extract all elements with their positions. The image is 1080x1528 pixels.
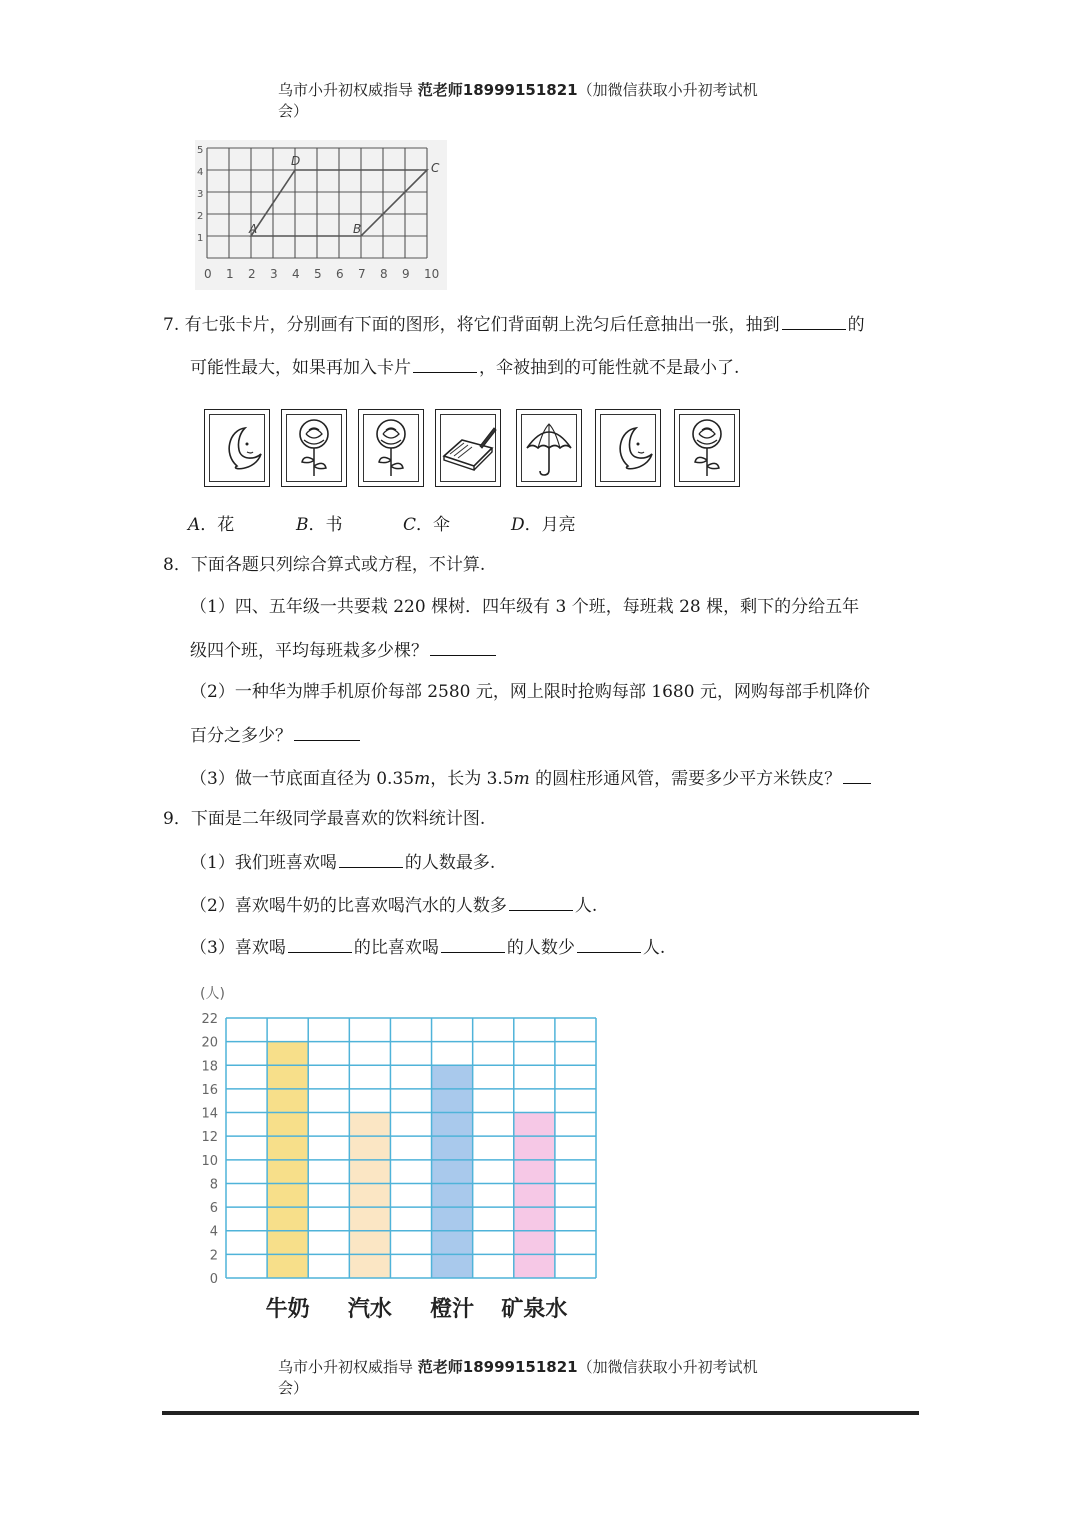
bar-4: [514, 1113, 555, 1278]
q9-blank-1[interactable]: [339, 849, 403, 868]
q7-option-d[interactable]: D．月亮: [511, 515, 576, 535]
page-footer: [278, 1357, 798, 1399]
vertex-label-d: D: [291, 154, 301, 168]
q7-line-1: 7. 有七张卡片，分别画有下面的图形，将它们背面朝上洗匀后任意抽出一张，抽到 的: [163, 311, 865, 337]
q9-blank-3[interactable]: [288, 934, 352, 953]
grid-x-tick: 4: [292, 267, 300, 281]
q7-line-2: 可能性最大，如果再加入卡片 ，伞被抽到的可能性就不是最小了.: [190, 354, 739, 380]
bottom-rule: [162, 1411, 919, 1415]
y-tick-label: 6: [209, 1201, 218, 1217]
y-tick-label: 4: [209, 1224, 218, 1240]
card-7: [674, 409, 740, 487]
rose-icon: [675, 410, 739, 486]
grid-y-tick: 5: [197, 145, 204, 156]
book-icon: [436, 410, 500, 486]
grid-x-tick: 6: [336, 267, 344, 281]
q8-part2-line2: 百分之多少？: [190, 722, 362, 748]
chart-y-axis-label: (人): [200, 986, 225, 1002]
q9-part2: （2）喜欢喝牛奶的比喜欢喝汽水的人数多 人.: [190, 892, 597, 918]
card-2: [281, 409, 347, 487]
moon-icon: [205, 410, 269, 486]
grid-y-tick: 2: [197, 211, 204, 222]
category-label: 汽水: [347, 1297, 392, 1322]
grid-x-tick: 7: [358, 267, 366, 281]
y-tick-label: 16: [201, 1082, 218, 1098]
q7-blank-1[interactable]: [782, 311, 846, 330]
q8-blank-2[interactable]: [294, 722, 360, 741]
chart-y-tick-labels: [201, 1012, 218, 1287]
footer-line-1: 乌市小升初权威指导 范老师18999151821（加微信获取小升初考试机: [278, 1358, 758, 1376]
grid-x-tick: 8: [380, 267, 388, 281]
y-tick-label: 12: [201, 1130, 218, 1146]
q8-part2-line1: （2）一种华为牌手机原价每部 2580 元，网上限时抢购每部 1680 元，网购每部手机降价: [190, 682, 870, 702]
grid-y-tick: 1: [197, 233, 204, 244]
header-line-2: 会）: [278, 102, 309, 120]
card-3: [358, 409, 424, 487]
category-label: 矿泉水: [501, 1297, 568, 1322]
q8-part1-line1: （1）四、五年级一共要栽 220 棵树．四年级有 3 个班，每班栽 28 棵，剩下的分给五年: [190, 597, 860, 617]
grid-x-tick: 3: [270, 267, 278, 281]
card-4: [435, 409, 501, 487]
footer-teacher-contact: 范老师18999151821: [417, 1358, 578, 1376]
chart-category-labels: [266, 1296, 568, 1322]
header-teacher-contact: 范老师18999151821: [417, 81, 578, 99]
q7-blank-2[interactable]: [413, 354, 477, 373]
q8-part3-line: （3）做一节底面直径为 0.35m，长为 3.5m 的圆柱形通风管，需要多少平方米铁皮？: [190, 765, 873, 791]
q7-option-a[interactable]: A．花: [188, 515, 235, 535]
y-tick-label: 18: [201, 1059, 218, 1075]
grid-x-tick: 0: [204, 267, 212, 281]
moon-icon: [596, 410, 660, 486]
card-1: [204, 409, 270, 487]
q9-part3: （3）喜欢喝 的比喜欢喝 的人数少 人.: [190, 934, 665, 960]
q8-blank-1[interactable]: [430, 637, 496, 656]
bar-3: [432, 1065, 473, 1278]
rose-icon: [359, 410, 423, 486]
q8-blank-3[interactable]: [843, 765, 871, 784]
q7-option-c[interactable]: C．伞: [403, 515, 451, 535]
footer-line-2: 会）: [278, 1379, 309, 1397]
q8-title: 8．下面各题只列综合算式或方程，不计算.: [163, 555, 486, 575]
q8-part1-line2: 级四个班，平均每班栽多少棵？: [190, 637, 498, 663]
card-6: [595, 409, 661, 487]
y-tick-label: 22: [201, 1012, 218, 1027]
grid-x-tick: 2: [248, 267, 256, 281]
q9-blank-2[interactable]: [509, 892, 573, 911]
vertex-label-a: A: [249, 222, 258, 236]
q7-option-b[interactable]: B．书: [296, 515, 343, 535]
grid-x-tick: 9: [402, 267, 410, 281]
q9-blank-5[interactable]: [577, 934, 641, 953]
category-label: 橙汁: [430, 1297, 475, 1322]
bar-2: [349, 1113, 390, 1278]
drink-preference-bar-chart: [190, 980, 610, 1330]
q9-blank-4[interactable]: [441, 934, 505, 953]
grid-y-tick: 3: [197, 189, 204, 200]
q9-part1: （1）我们班喜欢喝 的人数最多.: [190, 849, 495, 875]
rose-icon: [282, 410, 346, 486]
y-tick-label: 20: [201, 1035, 218, 1051]
grid-x-tick: 1: [226, 267, 234, 281]
y-tick-label: 10: [201, 1153, 218, 1169]
y-tick-label: 8: [209, 1177, 218, 1193]
y-tick-label: 2: [209, 1248, 218, 1264]
umbrella-icon: [517, 410, 581, 486]
y-tick-label: 14: [201, 1106, 218, 1122]
q9-title: 9．下面是二年级同学最喜欢的饮料统计图.: [163, 809, 486, 829]
grid-y-tick: 4: [197, 167, 204, 178]
card-5: [516, 409, 582, 487]
parallelogram-grid-figure: [195, 140, 447, 290]
page-header: [278, 80, 798, 122]
header-line-1: 乌市小升初权威指导 范老师18999151821（加微信获取小升初考试机: [278, 81, 758, 99]
y-tick-label: 0: [209, 1272, 218, 1287]
grid-x-tick: 10: [424, 267, 440, 281]
vertex-label-c: C: [431, 161, 440, 175]
category-label: 牛奶: [265, 1297, 310, 1322]
grid-x-tick: 5: [314, 267, 322, 281]
vertex-label-b: B: [353, 222, 362, 236]
